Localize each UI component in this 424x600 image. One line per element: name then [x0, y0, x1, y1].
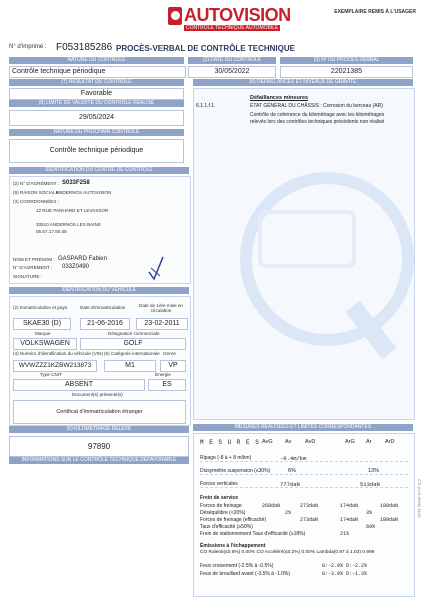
- centre-raison-value: ANDERNOS AUTOVISION: [56, 190, 112, 195]
- nature-label: NATURE DU CONTRÔLE: [9, 57, 184, 64]
- result-value: Favorable: [9, 88, 184, 100]
- frein-row-3-label: Forces de freinage (efficacité): [200, 517, 267, 523]
- date-value: 30/05/2022: [188, 66, 276, 78]
- brand-tagline: CONTRÔLE TECHNIQUE AUTOMOBILE: [186, 25, 279, 31]
- immat-date-value: 21-06-2016: [80, 318, 130, 330]
- ripage-label: Ripage (-8 à + 8 m/km): [200, 455, 408, 462]
- defect-line-1: ÉTAT GÉNÉRAL DU CHÂSSIS : Corrosion du berceau (AR): [250, 103, 383, 109]
- defects-heading: Défaillances mineures: [250, 95, 309, 101]
- ripage-value: -0.4m/km: [280, 455, 307, 462]
- col-arg: ArG: [345, 439, 355, 445]
- frein-row-3-c: 174daN: [340, 517, 359, 523]
- first-circulation-value: 23-02-2011: [136, 318, 188, 330]
- form-reference-code: CTI (V.01.0006) 11/21: [417, 479, 422, 518]
- defect-line-3: relevés lors des contrôles techniques précédents non réalisé: [250, 119, 385, 125]
- frein-row-4-label: Taux d'efficacité (≥50%): [200, 524, 253, 530]
- immat-date-label: Date d'immatriculation: [80, 305, 126, 310]
- frein-row-1-a: 268daN: [262, 503, 281, 509]
- col-av: Av: [285, 439, 292, 445]
- genre-label: Genre: [163, 351, 176, 356]
- centre-phone: 05.57.17.50.45: [36, 229, 67, 234]
- km-label: (6) KILOMÉTRAGE RELEVÉ: [9, 426, 189, 433]
- stationnement-label: Frein de stationnement Taux d'efficacité (≥18%): [200, 531, 306, 537]
- signature-mark: [147, 254, 165, 284]
- modele-label: Désignation commerciale: [108, 331, 160, 336]
- km-value: 97890: [9, 436, 189, 457]
- frein-row-3-d: 180daN: [380, 517, 399, 523]
- result-label: (7) RÉSULTAT DU CONTRÔLE: [9, 79, 184, 86]
- forces-av: 777daN: [280, 481, 300, 488]
- category-label: (5) Catégorie internationale: [104, 351, 160, 356]
- frein-row-2-label: Déséquilibre (<20%): [200, 510, 246, 516]
- feux-brouillard-values: G:-3.0% D:-1.3%: [322, 571, 368, 577]
- validity-value: 29/05/2024: [9, 110, 184, 126]
- col-avg: AvG: [262, 439, 273, 445]
- dissym-av: 6%: [288, 468, 296, 474]
- unfavorable-info-label: INFORMATIONS SUR LE CONTRÔLE TECHNIQUE DÉFAVORABLE: [9, 457, 189, 464]
- controller-agrement-value: 033Z0490: [62, 264, 90, 270]
- feux-croisement-values: G:-2.0% D:-2.2%: [322, 563, 368, 569]
- first-circulation-label: Date de 1ère mise en circulation: [139, 303, 183, 313]
- centre-coord-label: (3) COORDONNÉES :: [13, 199, 59, 204]
- marque-value: VOLKSWAGEN: [13, 338, 77, 350]
- controller-name-label: NOM ET PRÉNOM :: [13, 257, 55, 262]
- feux-brouillard-label: Feux de brouillard avant (-3.5% à -1.0%): [200, 571, 291, 577]
- documents-value: Certificat d'immatriculation étranger: [13, 400, 186, 424]
- defect-line-2: Contrôle de cohérence du kilométrage avec les kilométrages: [250, 112, 385, 118]
- emissions-values: CO Ralenti(≤0.5%) 0.00% CO Accéléré(≤0.2%) 0.00% Lambda(0.97 à 1.03) 0.999: [200, 550, 375, 555]
- frein-row-2-a: 2%: [285, 510, 292, 516]
- frein-label: Frein de service: [200, 495, 239, 501]
- controller-name-value: GASPARD Fabien: [58, 256, 107, 262]
- category-value: M1: [104, 360, 156, 372]
- mesures-title: M E S U R E S: [200, 439, 260, 446]
- date-label: (2) DATE DU CONTRÔLE: [188, 57, 276, 64]
- defects-label: (6) DÉFAILLANCES ET NIVEAUX DE GRAVITÉ: [193, 79, 413, 86]
- emissions-label: Émissions à l'échappement: [200, 543, 266, 549]
- immat-label: (2) Immatriculation et pays: [13, 305, 68, 310]
- pv-number-value: 22021385: [280, 66, 413, 78]
- type-cnit-label: Type CNIT: [40, 372, 62, 377]
- dissym-ar: 13%: [368, 468, 380, 474]
- energie-value: ES: [148, 379, 186, 391]
- document-title: PROCÈS-VERBAL DE CONTRÔLE TECHNIQUE: [116, 44, 295, 53]
- pv-number-label: (3) N° DU PROCÈS-VERBAL: [280, 57, 413, 64]
- centre-label: IDENTIFICATION DU CENTRE DE CONTRÔLE: [9, 167, 189, 174]
- frein-row-1-label: Forces de freinage: [200, 503, 242, 509]
- car-icon: [171, 11, 180, 20]
- col-avd: AvD: [305, 439, 316, 445]
- copy-label: EXEMPLAIRE REMIS À L'USAGER: [334, 9, 416, 15]
- dissym-label: Dissymétrie suspension (≤30%): [200, 468, 408, 475]
- feux-croisement-label: Feux croisement (-2.5% à -0.5%): [200, 563, 274, 569]
- next-control-label: NATURE DU PROCHAIN CONTRÔLE: [9, 129, 184, 136]
- marque-label: Marque: [35, 331, 51, 336]
- modele-value: GOLF: [80, 338, 186, 350]
- form-number-label: N° d'imprimé :: [9, 44, 47, 50]
- centre-address-1: 12 RUE PANHARD ET LEVASSOR: [36, 208, 109, 213]
- centre-agrement-label: (2) N° D'AGRÉMENT :: [13, 181, 60, 186]
- mesures-label: MESURES RÉALISÉES ET LIMITES CORRESPONDANTES: [193, 424, 413, 431]
- documents-label: Document(s) présenté(s): [72, 392, 123, 397]
- frein-row-1-d: 180daN: [380, 503, 399, 509]
- validity-label: (8) LIMITE DE VALIDITÉ DU CONTRÔLE RÉALISÉ: [9, 100, 184, 107]
- col-ar: Ar: [366, 439, 372, 445]
- type-cnit-value: ABSENT: [13, 379, 145, 391]
- frein-row-2-d: 3%: [366, 510, 373, 516]
- car-watermark: [258, 210, 356, 268]
- vin-label: (4) Numéro d'identification du véhicule (VIN): [13, 351, 103, 356]
- centre-agrement-value: S033F258: [62, 180, 90, 186]
- frein-row-3-a: 273daN: [300, 517, 319, 523]
- frein-row-1-b: 273daN: [300, 503, 319, 509]
- stationnement-value: 21%: [340, 531, 350, 537]
- controller-agrement-label: N° D'AGRÉMENT :: [13, 265, 53, 270]
- signature-label: SIGNATURE :: [13, 274, 43, 279]
- genre-value: VP: [160, 360, 186, 372]
- vin-value: WVWZZZ1KZBW213873: [13, 360, 97, 372]
- col-ard: ArD: [385, 439, 395, 445]
- frein-row-1-c: 174daN: [340, 503, 359, 509]
- brand-name: AUTOVISION: [184, 5, 291, 25]
- vehicle-label: IDENTIFICATION DU VÉHICULE: [9, 287, 189, 294]
- immat-value: SKAE30 (D): [13, 318, 71, 330]
- frein-row-4-c: 69%: [366, 524, 376, 530]
- forces-label: Forces verticales: [200, 481, 408, 488]
- next-control-value: Contrôle technique périodique: [9, 139, 184, 163]
- centre-raison-label: (9) RAISON SOCIALE :: [13, 190, 62, 195]
- nature-value: Contrôle technique périodique: [9, 66, 186, 78]
- forces-ar: 513daN: [360, 481, 380, 488]
- energie-label: Énergie: [155, 372, 171, 377]
- centre-address-2: 33510 ANDERNOS LES BAINS: [36, 222, 101, 227]
- defect-code: 6.1.1.f.1.: [196, 103, 216, 109]
- form-number-value: F053185286: [56, 42, 113, 53]
